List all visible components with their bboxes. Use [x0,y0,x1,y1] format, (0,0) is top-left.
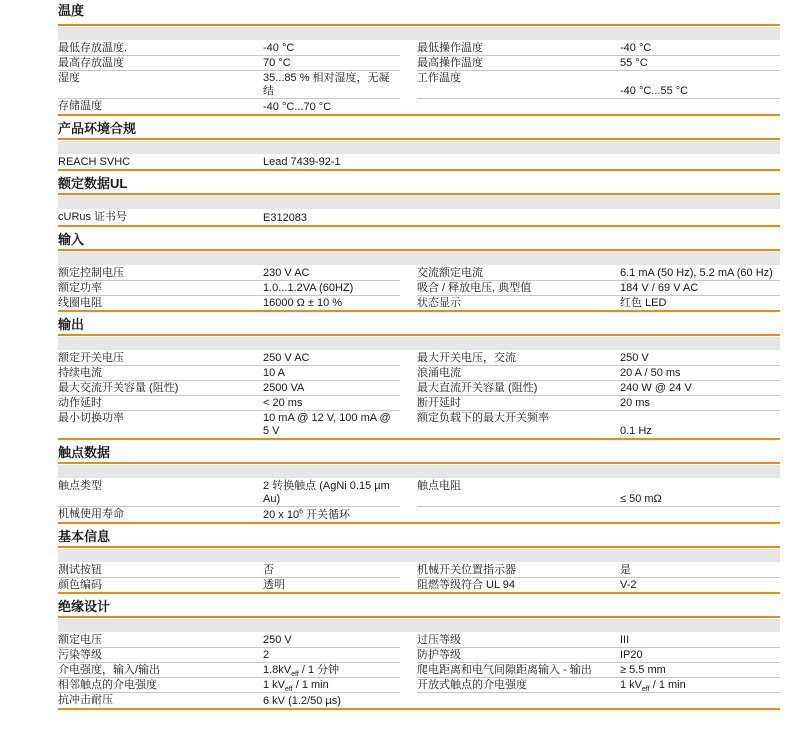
spec-value [263,155,398,169]
spec-label: cURus 证书号 [58,211,128,223]
spec-cell-left [58,56,400,71]
spec-cell-left [58,693,400,708]
value-text: 1 kV [620,679,643,691]
spec-value [620,678,778,692]
spec-value [620,266,778,280]
spec-cell-right [417,155,780,170]
spec-row [58,351,780,366]
spec-value [263,694,398,708]
value-suffix: 开关循环 [303,508,351,521]
spec-row [58,663,780,678]
spec-row [58,41,780,56]
section-title: 额定数据UL [58,171,780,195]
section-header-band [58,619,780,632]
value-text: E312083 [263,211,308,224]
spec-value [620,351,778,365]
spec-cell-right [417,366,780,381]
spec-label: 线圈电阻 [58,296,102,309]
value-subscript: eff [642,686,650,694]
section-header-band [58,27,780,40]
value-text: -40 °C [620,42,652,54]
spec-value [620,663,778,677]
spec-cell-right [417,396,780,411]
section [58,171,780,227]
spec-label: 浪涌电流 [417,367,461,379]
section-title: 产品环境合规 [58,116,780,140]
value-text: 35...85 % 相对湿度，无凝结 [263,72,390,97]
value-text: 250 V AC [263,352,310,364]
spec-value [263,71,398,98]
spec-label: 机械开关位置指示器 [417,563,516,576]
spec-label: 额定控制电压 [58,266,124,279]
spec-cell-right [417,563,780,578]
spec-label: 最大直流开关容量 (阻性) [417,382,538,394]
spec-label: 最大开关电压，交流 [417,352,516,364]
spec-value [263,508,398,522]
spec-label: 测试按钮 [58,563,102,576]
spec-rows [58,40,780,116]
spec-label: 过压等级 [417,634,461,646]
section-header-band [58,337,780,350]
spec-row [58,210,780,225]
value-text: 2 [263,649,270,661]
spec-cell-right [417,578,780,593]
spec-row [58,281,780,296]
spec-value [263,663,398,677]
spec-value [263,479,398,506]
spec-cell-left [58,210,400,225]
value-text: -40 °C...55 °C [620,85,689,97]
value-text: V-2 [620,579,637,591]
value-text: 1.0...1.2VA (60HZ) [263,281,354,294]
spec-row [58,56,780,71]
value-text: 否 [263,563,274,576]
value-text: 16000 Ω ± 10 % [263,297,343,309]
section-title: 触点数据 [58,440,780,464]
spec-label: 额定开关电压 [58,352,124,364]
spec-label: 断开延时 [417,397,461,409]
spec-row [58,266,780,281]
value-subscript: eff [291,671,299,679]
spec-cell-left [58,507,400,522]
spec-label: 相邻触点的介电强度 [58,679,157,691]
section [58,116,780,172]
spec-cell-right [417,281,780,296]
section-header-band [58,252,780,265]
spec-rows [58,478,780,524]
value-text: ≤ 50 mΩ [620,493,662,505]
spec-cell-left [58,351,400,366]
spec-cell-left [58,633,400,648]
spec-cell-right [417,648,780,663]
value-text: 1.8kV [263,664,292,676]
value-suffix: / 1 min [292,679,329,691]
spec-value [620,396,778,410]
spec-label: 爬电距离和电气间隙距离输入 - 输出 [417,664,592,676]
spec-label: 额定负载下的最大开关频率 [417,412,549,424]
section-title: 输入 [58,227,780,251]
value-text: IP20 [620,649,643,661]
value-text: Lead 7439-92-1 [263,156,341,168]
spec-label: 交流额定电流 [417,266,483,279]
section-title: 基本信息 [58,524,780,548]
value-subscript: eff [285,686,293,694]
spec-rows [58,209,780,227]
spec-value [620,563,778,577]
spec-cell-right [417,266,780,281]
spec-cell-right [417,296,780,311]
spec-cell-right [417,210,780,225]
spec-value [263,381,398,395]
section [58,312,780,440]
section-header-band [58,141,780,154]
spec-value [620,366,778,380]
section-title: 温度 [58,0,780,26]
spec-cell-left [58,396,400,411]
spec-cell-left [58,648,400,663]
value-text: 透明 [263,579,285,591]
value-text: ≥ 5.5 mm [620,664,666,676]
value-text: 0.1 Hz [620,425,652,437]
value-superscript: 6 [299,507,303,515]
spec-label: 吸合 / 释放电压, 典型值 [417,281,532,294]
spec-label: 最高存放温度 [58,57,124,69]
spec-row [58,99,780,114]
value-text: -40 °C...70 °C [263,100,332,113]
section [58,524,780,595]
spec-label: 防护等级 [417,649,461,661]
spec-rows [58,265,780,313]
section-header-band [58,549,780,562]
spec-value [620,281,778,295]
section-header-band [58,196,780,209]
spec-label: 最低存放温度. [58,42,128,54]
spec-value [620,56,778,70]
spec-cell-left [58,41,400,56]
spec-cell-left [58,366,400,381]
value-text: 红色 LED [620,297,667,309]
spec-value [620,633,778,647]
spec-value [620,424,778,438]
spec-label: 抗冲击耐压 [58,694,113,706]
spec-cell-left [58,296,400,311]
value-text: 2500 VA [263,382,305,394]
spec-value [263,648,398,662]
spec-value [263,633,398,647]
spec-value [263,678,398,692]
value-text: 20 ms [620,397,650,409]
spec-rows [58,632,780,710]
spec-row [58,507,780,522]
spec-label: 触点类型 [58,480,102,492]
spec-value [620,648,778,662]
spec-cell-right [417,411,780,438]
value-text: 10 A [263,367,286,379]
spec-value [620,296,778,310]
spec-value [263,296,398,310]
value-suffix: / 1 min [649,679,686,691]
spec-label: 工作温度 [417,72,461,84]
value-text: 6.1 mA (50 Hz), 5.2 mA (60 Hz) [620,266,773,279]
value-text: 1 kV [263,679,286,691]
spec-label: 颜色编码 [58,578,102,591]
spec-cell-right [417,507,780,522]
value-text: 250 V [263,634,292,646]
section-title: 绝缘设计 [58,594,780,618]
datasheet [58,0,780,710]
spec-cell-left [58,479,400,507]
value-text: 6 kV (1.2/50 µs) [263,694,341,707]
spec-label: 机械使用寿命 [58,508,124,520]
spec-label: 阻燃等级符合 UL 94 [417,578,516,591]
spec-label: 动作延时 [58,397,102,409]
spec-cell-left [58,663,400,678]
spec-cell-right [417,633,780,648]
spec-rows [58,154,780,172]
spec-row [58,366,780,381]
spec-label: 持续电流 [58,367,102,379]
value-text: 70 °C [263,57,291,69]
spec-cell-right [417,663,780,678]
spec-value [620,41,778,55]
spec-value [620,578,778,592]
value-text: 是 [620,563,631,576]
spec-row [58,479,780,507]
spec-cell-left [58,71,400,99]
value-text: 55 °C [620,57,648,69]
spec-value [263,211,398,225]
spec-row [58,71,780,99]
value-suffix: / 1 分钟 [298,664,340,676]
spec-value [263,266,398,280]
spec-row [58,648,780,663]
spec-cell-right [417,678,780,693]
spec-cell-left [58,99,400,114]
spec-cell-left [58,578,400,593]
spec-label: 湿度 [58,72,80,84]
spec-value [263,563,398,577]
spec-row [58,633,780,648]
spec-label: 最低操作温度 [417,42,483,54]
spec-row [58,396,780,411]
spec-cell-left [58,381,400,396]
section-header-band [58,465,780,478]
spec-label: 额定电压 [58,634,102,646]
spec-value [263,41,398,55]
value-text: -40 °C [263,42,295,54]
value-text: 2 转换触点 (AgNi 0.15 µm Au) [263,480,390,505]
spec-label: 存储温度 [58,100,102,112]
section [58,227,780,313]
spec-cell-right [417,56,780,71]
spec-label: 最大交流开关容量 (阻性) [58,382,179,394]
value-text: 20 x 10 [263,508,300,521]
value-text: < 20 ms [263,397,303,409]
section [58,440,780,524]
spec-label: REACH SVHC [58,155,131,168]
value-text: 10 mA @ 12 V, 100 mA @ 5 V [263,412,391,437]
spec-rows [58,350,780,440]
spec-value [263,351,398,365]
value-text: 240 W @ 24 V [620,382,692,394]
spec-cell-right [417,41,780,56]
spec-value [620,492,778,506]
spec-cell-left [58,155,400,170]
spec-cell-right [417,693,780,708]
spec-rows [58,562,780,595]
value-text: 230 V AC [263,266,310,279]
spec-value [263,366,398,380]
spec-row [58,296,780,311]
spec-row [58,678,780,693]
spec-cell-right [417,71,780,99]
spec-cell-right [417,99,780,114]
section [58,0,780,116]
spec-row [58,563,780,578]
spec-row [58,578,780,593]
spec-label: 额定功率 [58,281,102,294]
spec-cell-left [58,678,400,693]
section-title: 输出 [58,312,780,336]
spec-value [263,396,398,410]
spec-value [263,100,398,114]
spec-cell-left [58,281,400,296]
spec-cell-right [417,381,780,396]
value-text: 20 A / 50 ms [620,367,681,379]
spec-cell-right [417,351,780,366]
spec-label: 状态显示 [417,296,461,309]
spec-label: 介电强度，输入/输出 [58,664,161,676]
spec-label: 最小切换功率 [58,412,124,424]
spec-value [263,578,398,592]
spec-value [263,411,398,438]
spec-cell-left [58,411,400,438]
spec-value [263,56,398,70]
spec-row [58,411,780,438]
spec-row [58,155,780,170]
spec-label: 最高操作温度 [417,57,483,69]
section [58,594,780,710]
value-text: III [620,634,630,646]
spec-row [58,381,780,396]
spec-cell-left [58,266,400,281]
spec-row [58,693,780,708]
spec-value [620,381,778,395]
spec-value [263,281,398,295]
spec-value [620,84,778,98]
spec-cell-left [58,563,400,578]
spec-label: 触点电阻 [417,480,461,492]
value-text: 250 V [620,352,649,364]
value-text: 184 V / 69 V AC [620,281,699,294]
spec-cell-right [417,479,780,507]
spec-label: 开放式触点的介电强度 [417,679,527,691]
spec-label: 污染等级 [58,649,102,661]
